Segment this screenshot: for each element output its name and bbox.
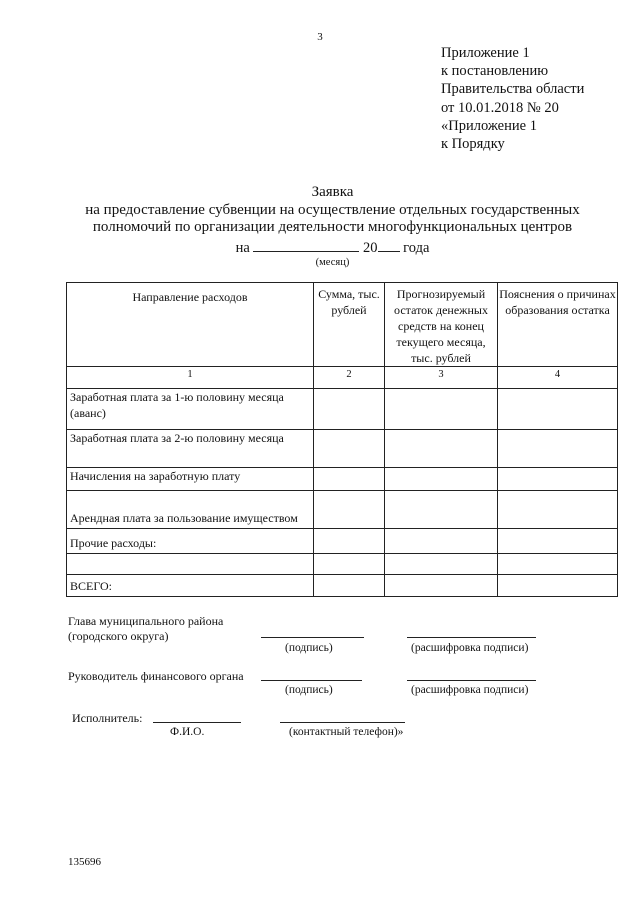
sum-cell[interactable] <box>314 575 385 597</box>
table-row <box>67 491 618 529</box>
document-title: Заявка <box>311 184 354 200</box>
appendix-block <box>441 44 584 153</box>
fio-caption: Ф.И.О. <box>170 726 205 738</box>
period-prefix: на <box>235 240 250 256</box>
phone-caption: (контактный телефон)» <box>289 726 404 738</box>
sum-cell[interactable] <box>314 491 385 529</box>
period-suffix: года <box>403 240 430 256</box>
row-label: Заработная плата за 1-ю половину месяца (аванс) <box>67 389 314 430</box>
row-label: Арендная плата за пользование имуществом <box>67 491 314 529</box>
balance-cell[interactable] <box>385 491 498 529</box>
document-code: 135696 <box>68 856 101 868</box>
balance-cell[interactable] <box>385 430 498 468</box>
appendix-line: к постановлению <box>441 63 549 80</box>
header-sum: Сумма, тыс. рублей <box>314 283 385 367</box>
table-row <box>67 389 618 430</box>
balance-cell[interactable] <box>385 468 498 491</box>
explanation-cell[interactable] <box>498 575 618 597</box>
decoding-caption: (расшифровка подписи) <box>411 684 529 696</box>
header-direction: Направление расходов <box>67 283 314 367</box>
decoding-line[interactable] <box>407 637 536 638</box>
sum-cell[interactable] <box>314 389 385 430</box>
appendix-line: от 10.01.2018 № 20 <box>441 99 559 116</box>
page-number: 3 <box>317 31 323 43</box>
signature-line[interactable] <box>261 637 364 638</box>
head-title-line: Глава муниципального района <box>68 614 224 628</box>
table-row <box>67 529 618 554</box>
signature-caption: (подпись) <box>285 642 333 654</box>
phone-line[interactable] <box>280 722 405 723</box>
appendix-line: Приложение 1 <box>441 45 530 61</box>
finance-head-title: Руководитель финансового органа <box>68 669 244 683</box>
period-line <box>0 238 640 257</box>
month-caption: (месяц) <box>315 257 350 268</box>
column-number: 1 <box>67 367 314 389</box>
signature-line[interactable] <box>261 680 362 681</box>
row-label: Прочие расходы: <box>67 529 314 554</box>
table-row <box>67 468 618 491</box>
total-row <box>67 575 618 597</box>
executor-label: Исполнитель: <box>72 711 143 725</box>
heading-line: полномочий по организации деятельности многофункциональных центров <box>92 219 573 235</box>
decoding-caption: (расшифровка подписи) <box>411 642 529 654</box>
head-title <box>68 614 223 644</box>
table-row <box>67 554 618 575</box>
fio-line[interactable] <box>153 722 241 723</box>
row-label <box>67 554 314 575</box>
balance-cell[interactable] <box>385 575 498 597</box>
expense-table <box>66 282 618 597</box>
document-heading <box>0 184 640 237</box>
appendix-line: Правительства области <box>441 81 585 98</box>
column-number-row <box>67 367 618 389</box>
year-blank <box>378 238 400 252</box>
balance-cell[interactable] <box>385 529 498 554</box>
appendix-line: «Приложение 1 <box>441 117 537 134</box>
column-number: 4 <box>498 367 618 389</box>
explanation-cell[interactable] <box>498 430 618 468</box>
table-row <box>67 430 618 468</box>
header-balance: Прогнозируемый остаток денежных средств на конец текущего месяца, тыс. рублей <box>385 283 498 367</box>
row-label: Начисления на заработную плату <box>67 468 314 491</box>
column-number: 3 <box>385 367 498 389</box>
heading-line: на предоставление субвенции на осуществление отдельных государственных <box>85 201 580 218</box>
explanation-cell[interactable] <box>498 468 618 491</box>
balance-cell[interactable] <box>385 554 498 575</box>
signature-caption: (подпись) <box>285 684 333 696</box>
row-label: Заработная плата за 2-ю половину месяца <box>67 430 314 468</box>
explanation-cell[interactable] <box>498 389 618 430</box>
sum-cell[interactable] <box>314 554 385 575</box>
head-title-line: (городского округа) <box>68 629 169 643</box>
month-blank <box>253 238 359 252</box>
explanation-cell[interactable] <box>498 491 618 529</box>
table-header-row <box>67 283 618 367</box>
column-number: 2 <box>314 367 385 389</box>
explanation-cell[interactable] <box>498 529 618 554</box>
header-explanation: Пояснения о причинах образования остатка <box>498 283 618 367</box>
period-year: 20 <box>363 240 378 256</box>
sum-cell[interactable] <box>314 430 385 468</box>
balance-cell[interactable] <box>385 389 498 430</box>
decoding-line[interactable] <box>407 680 536 681</box>
total-label: ВСЕГО: <box>67 575 314 597</box>
appendix-line: к Порядку <box>441 136 505 153</box>
sum-cell[interactable] <box>314 468 385 491</box>
sum-cell[interactable] <box>314 529 385 554</box>
explanation-cell[interactable] <box>498 554 618 575</box>
